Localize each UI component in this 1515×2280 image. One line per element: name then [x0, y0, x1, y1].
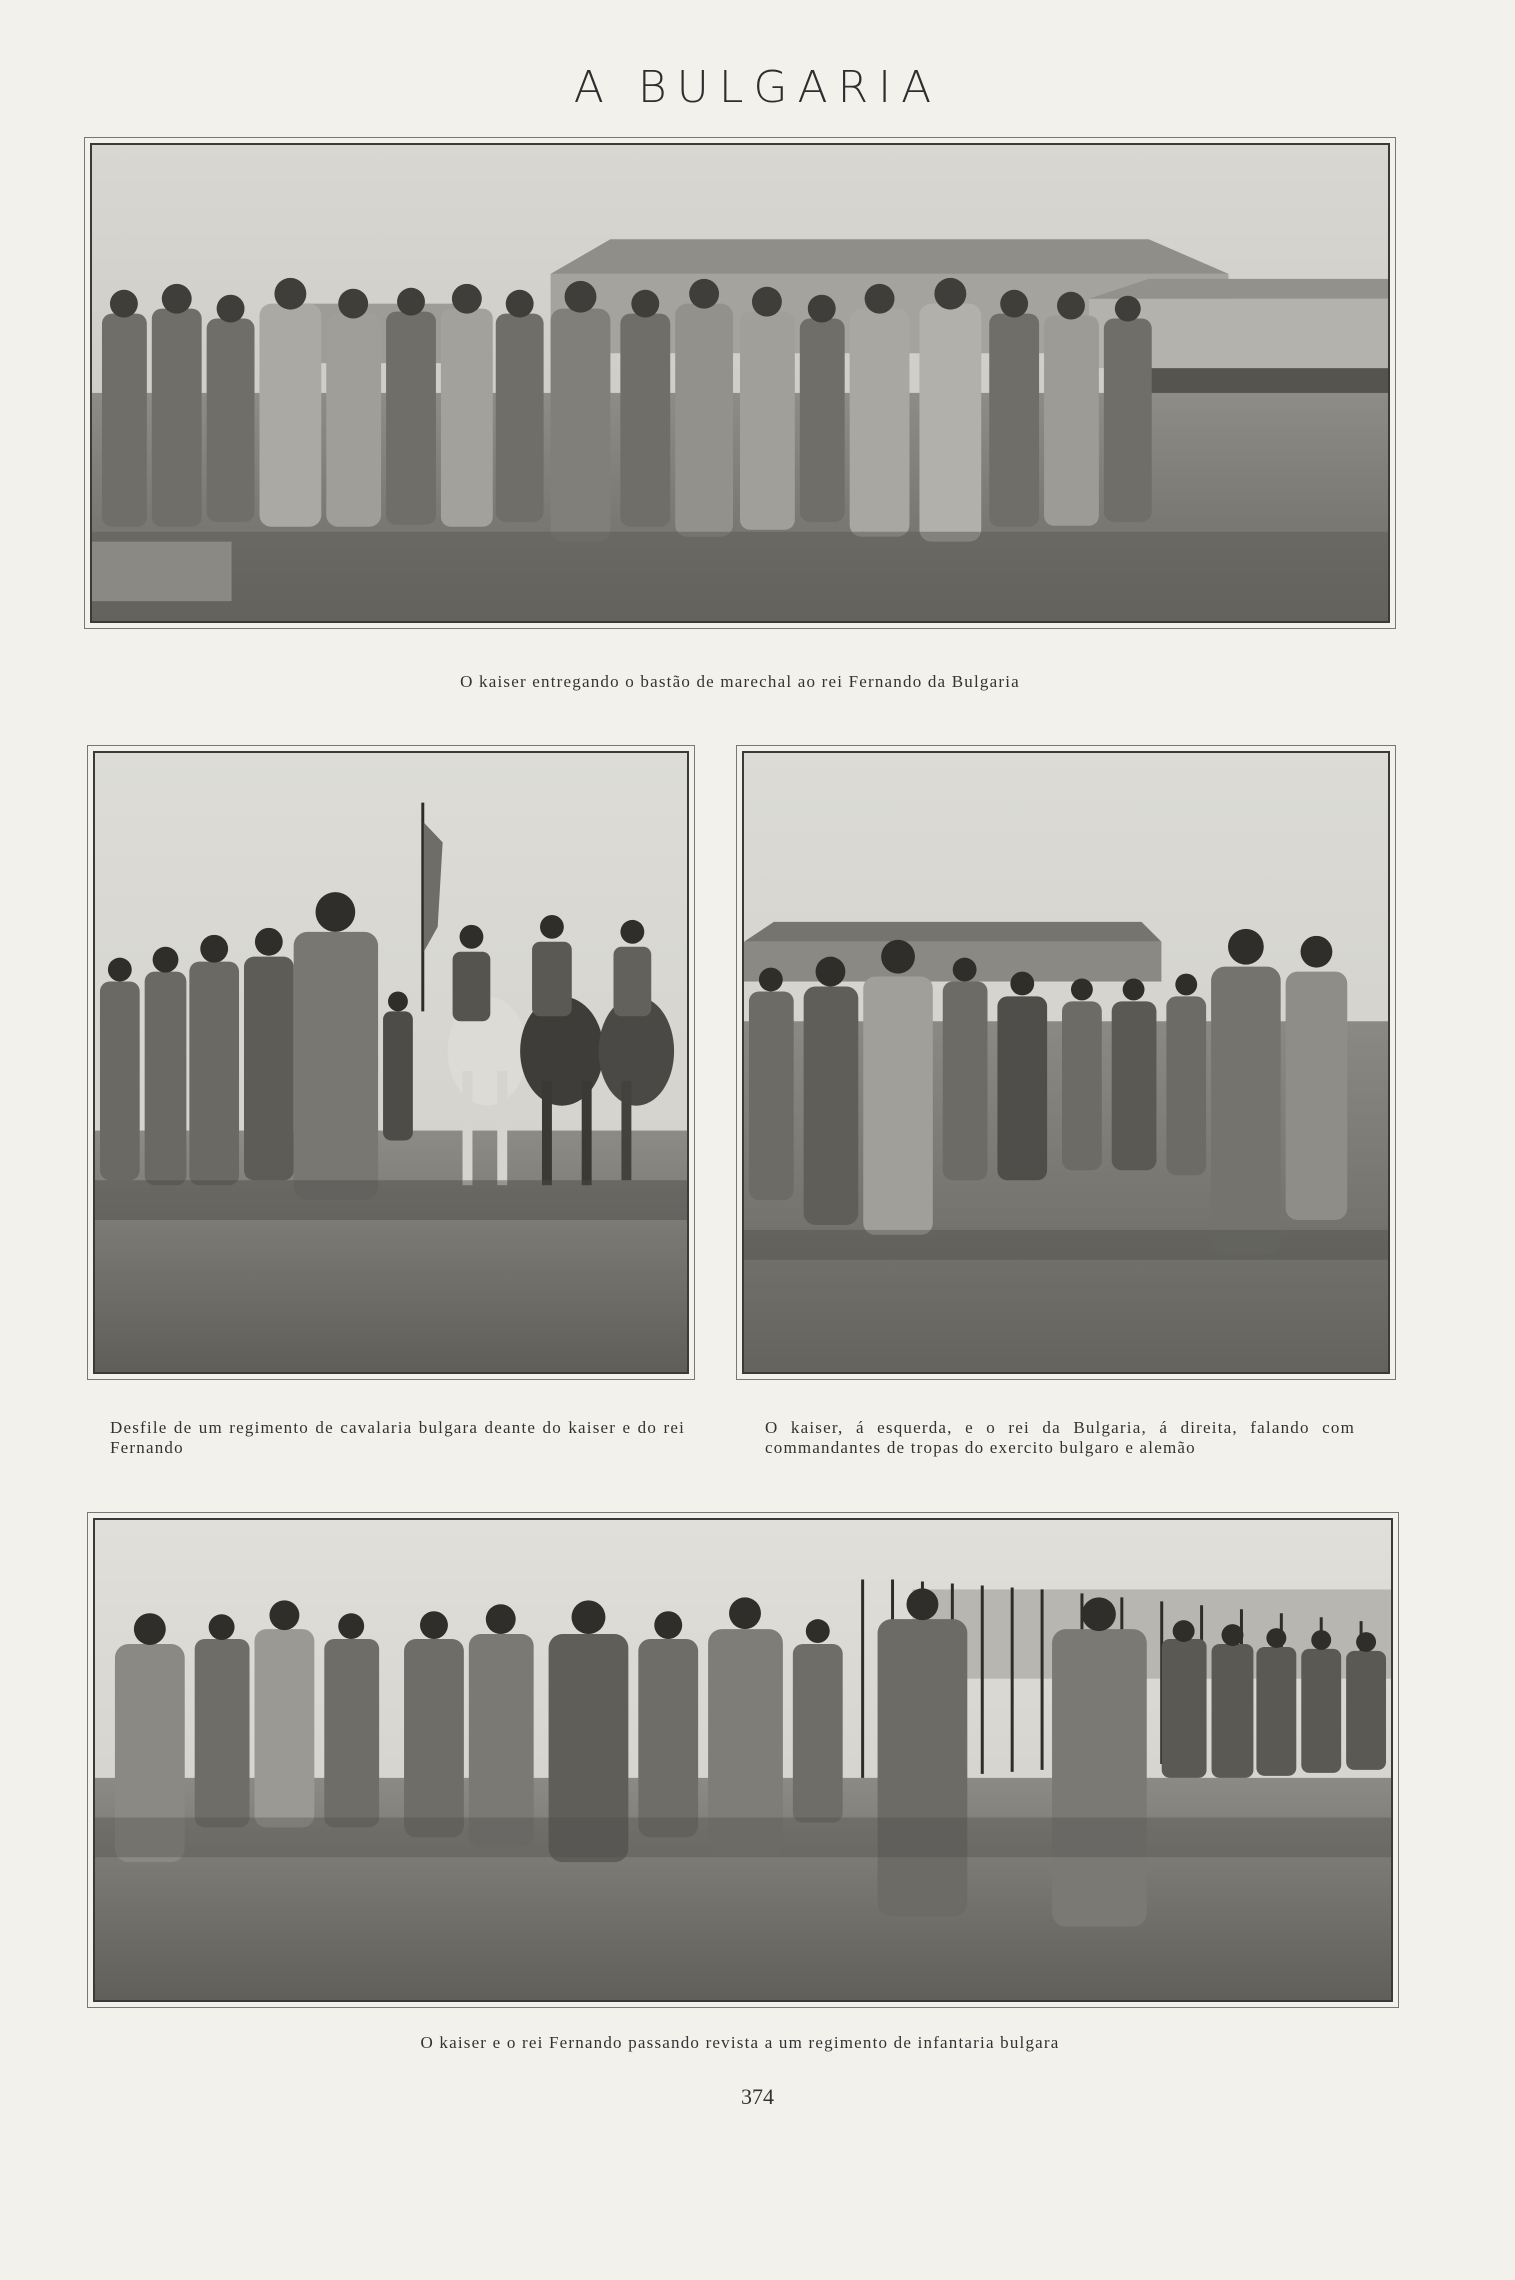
page-number: 374 [741, 2084, 774, 2109]
photo-commanders-talk [742, 751, 1390, 1374]
photo-baton-ceremony [90, 143, 1390, 623]
caption-middle-right: O kaiser, á esquerda, e o rei da Bulgaria, á direita, falando com commandantes de tropas do exercito bulgaro e alemão [765, 1418, 1355, 1457]
page-title: A BULGARIA [573, 62, 942, 113]
caption-middle-left: Desfile de um regimento de cavalaria bulgara deante do kaiser e do rei Fernando [110, 1418, 685, 1457]
caption-bottom: O kaiser e o rei Fernando passando revista a um regimento de infantaria bulgara [420, 2033, 1060, 2052]
photo-baton-ceremony-image [92, 145, 1388, 621]
photo-commanders-talk-image [744, 753, 1388, 1372]
caption-top: O kaiser entregando o bastão de marechal ao rei Fernando da Bulgaria [460, 672, 1020, 691]
photo-cavalry-parade-image [95, 753, 687, 1372]
photo-infantry-review-image [95, 1520, 1391, 2000]
photo-infantry-review [93, 1518, 1393, 2002]
photo-cavalry-parade [93, 751, 689, 1374]
